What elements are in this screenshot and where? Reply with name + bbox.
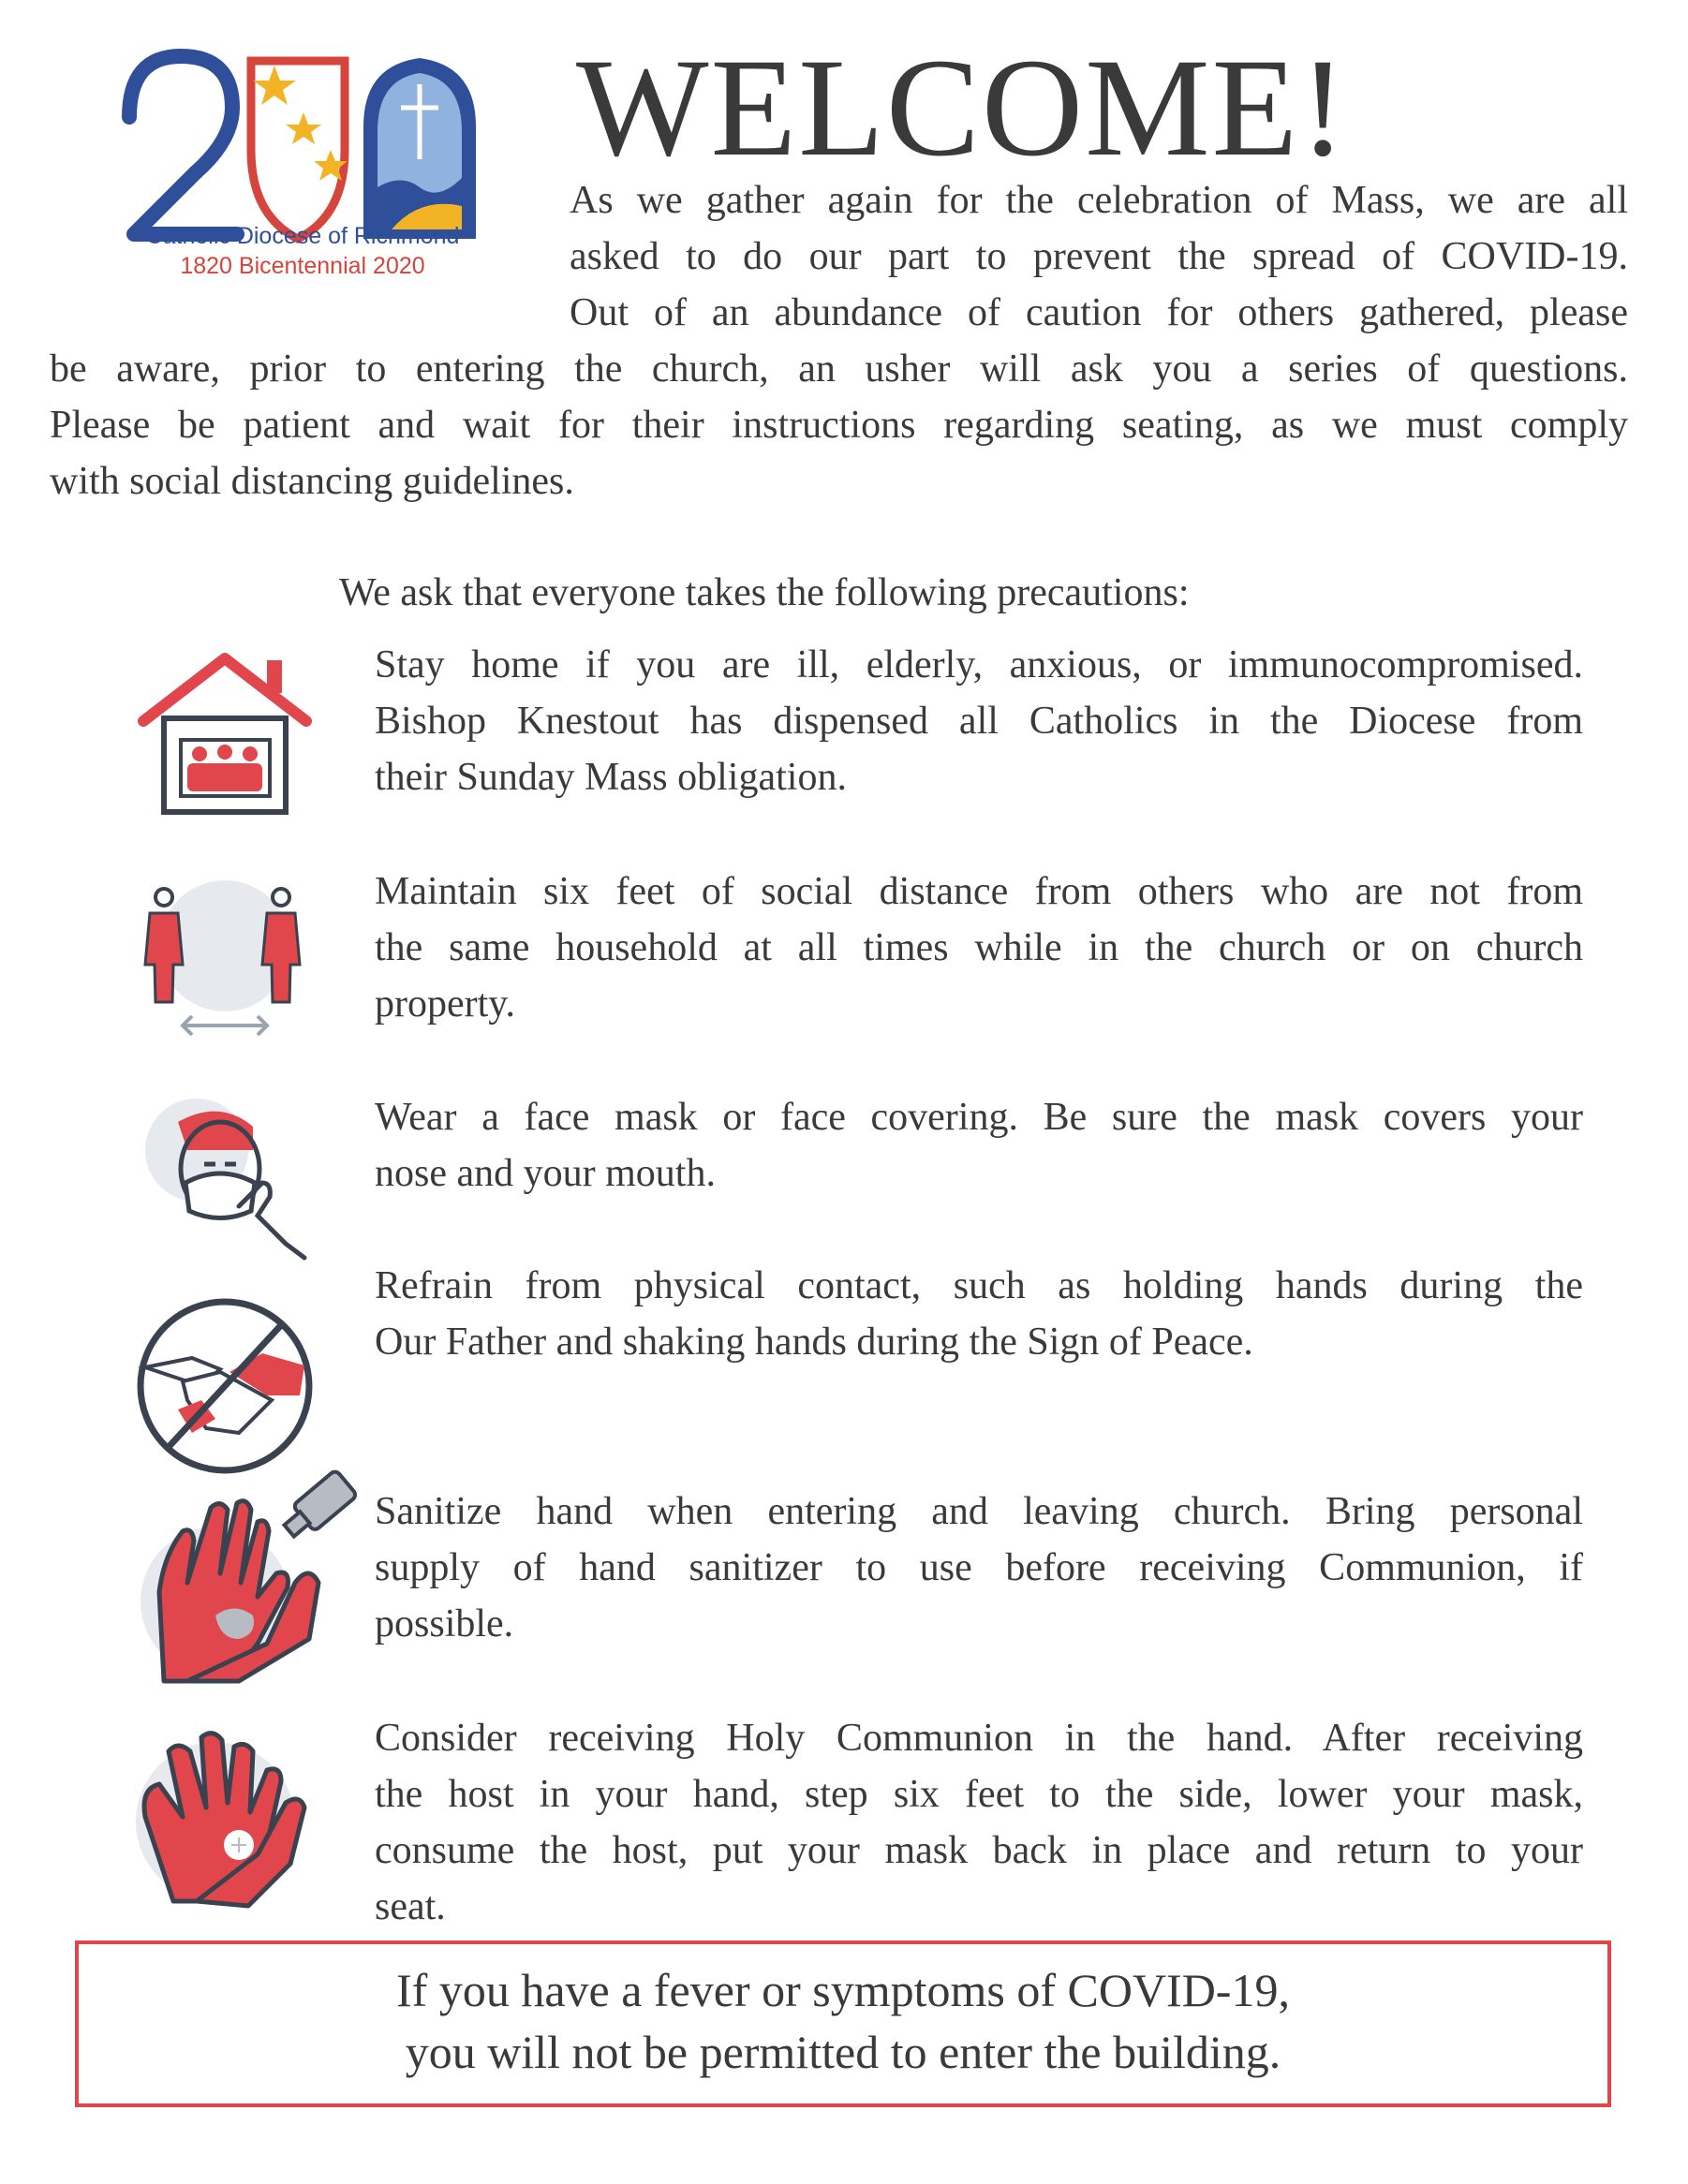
intro-line: be aware, prior to entering the church, an usher will ask you a series of questions. — [50, 347, 1628, 391]
precaution-line: Wear a face mask or face covering. Be sure the mask covers your — [375, 1096, 1583, 1139]
precaution-line: Our Father and shaking hands during the Sign of Peace. — [375, 1321, 1253, 1364]
precaution-line: the host in your hand, step six feet to the side, lower your mask, — [375, 1773, 1583, 1816]
precaution-line: Bishop Knestout has dispensed all Catholics in the Diocese from — [375, 700, 1583, 743]
precaution-line: Sanitize hand when entering and leaving church. Bring personal — [375, 1490, 1583, 1533]
precaution-line: property. — [375, 982, 516, 1026]
notice-line-2: you will not be permitted to enter the building. — [405, 2026, 1281, 2078]
precaution-no-contact — [375, 1258, 1583, 1370]
precaution-line: consume the host, put your mask back in place and return to your — [375, 1829, 1583, 1872]
precaution-line: Maintain six feet of social distance from others who are not from — [375, 870, 1583, 913]
precaution-line: the same household at all times while in the church or on church — [375, 926, 1583, 969]
intro-line: asked to do our part to prevent the spread of COVID-19. — [570, 235, 1628, 278]
precaution-social-distance — [375, 863, 1583, 1032]
intro-line: with social distancing guidelines. — [50, 460, 574, 503]
precaution-stay-home — [375, 637, 1583, 805]
precaution-line: possible. — [375, 1602, 514, 1645]
intro-line: As we gather again for the celebration of Mass, we are all — [570, 179, 1628, 222]
precaution-line: nose and your mouth. — [375, 1152, 716, 1195]
precaution-line: Consider receiving Holy Communion in the hand. After receiving — [375, 1717, 1583, 1760]
precaution-line: seat. — [375, 1885, 446, 1928]
logo-diocese-name: Catholic Diocese of Richmond — [145, 223, 460, 249]
face-mask-icon — [131, 1094, 318, 1267]
precaution-communion — [375, 1710, 1583, 1935]
precaution-line: supply of hand sanitizer to use before receiving Communion, if — [375, 1546, 1583, 1589]
precaution-line: their Sunday Mass obligation. — [375, 756, 847, 799]
house-icon — [136, 651, 314, 819]
intro-paragraph-continued — [50, 341, 1628, 509]
logo-bicentennial-years: 1820 Bicentennial 2020 — [180, 253, 425, 279]
communion-hands-icon — [126, 1714, 323, 1911]
precaution-sanitize — [375, 1483, 1583, 1652]
symptoms-notice-box — [75, 1941, 1611, 2107]
intro-line: Out of an abundance of caution for others gathered, please — [570, 291, 1628, 334]
social-distance-icon — [131, 871, 318, 1044]
hand-sanitizer-icon — [126, 1442, 384, 1700]
notice-line-1: If you have a fever or symptoms of COVID-19, — [396, 1964, 1290, 2016]
intro-paragraph-lead — [570, 172, 1628, 341]
precaution-line: Refrain from physical contact, such as holding hands during the — [375, 1264, 1583, 1307]
precautions-heading: We ask that everyone takes the following precautions: — [339, 571, 1190, 614]
precaution-face-mask — [375, 1089, 1583, 1202]
precaution-line: Stay home if you are ill, elderly, anxious, or immunocompromised. — [375, 643, 1583, 686]
intro-line: Please be patient and wait for their instructions regarding seating, as we must comply — [50, 404, 1628, 447]
page-title: WELCOME! — [576, 30, 1349, 185]
